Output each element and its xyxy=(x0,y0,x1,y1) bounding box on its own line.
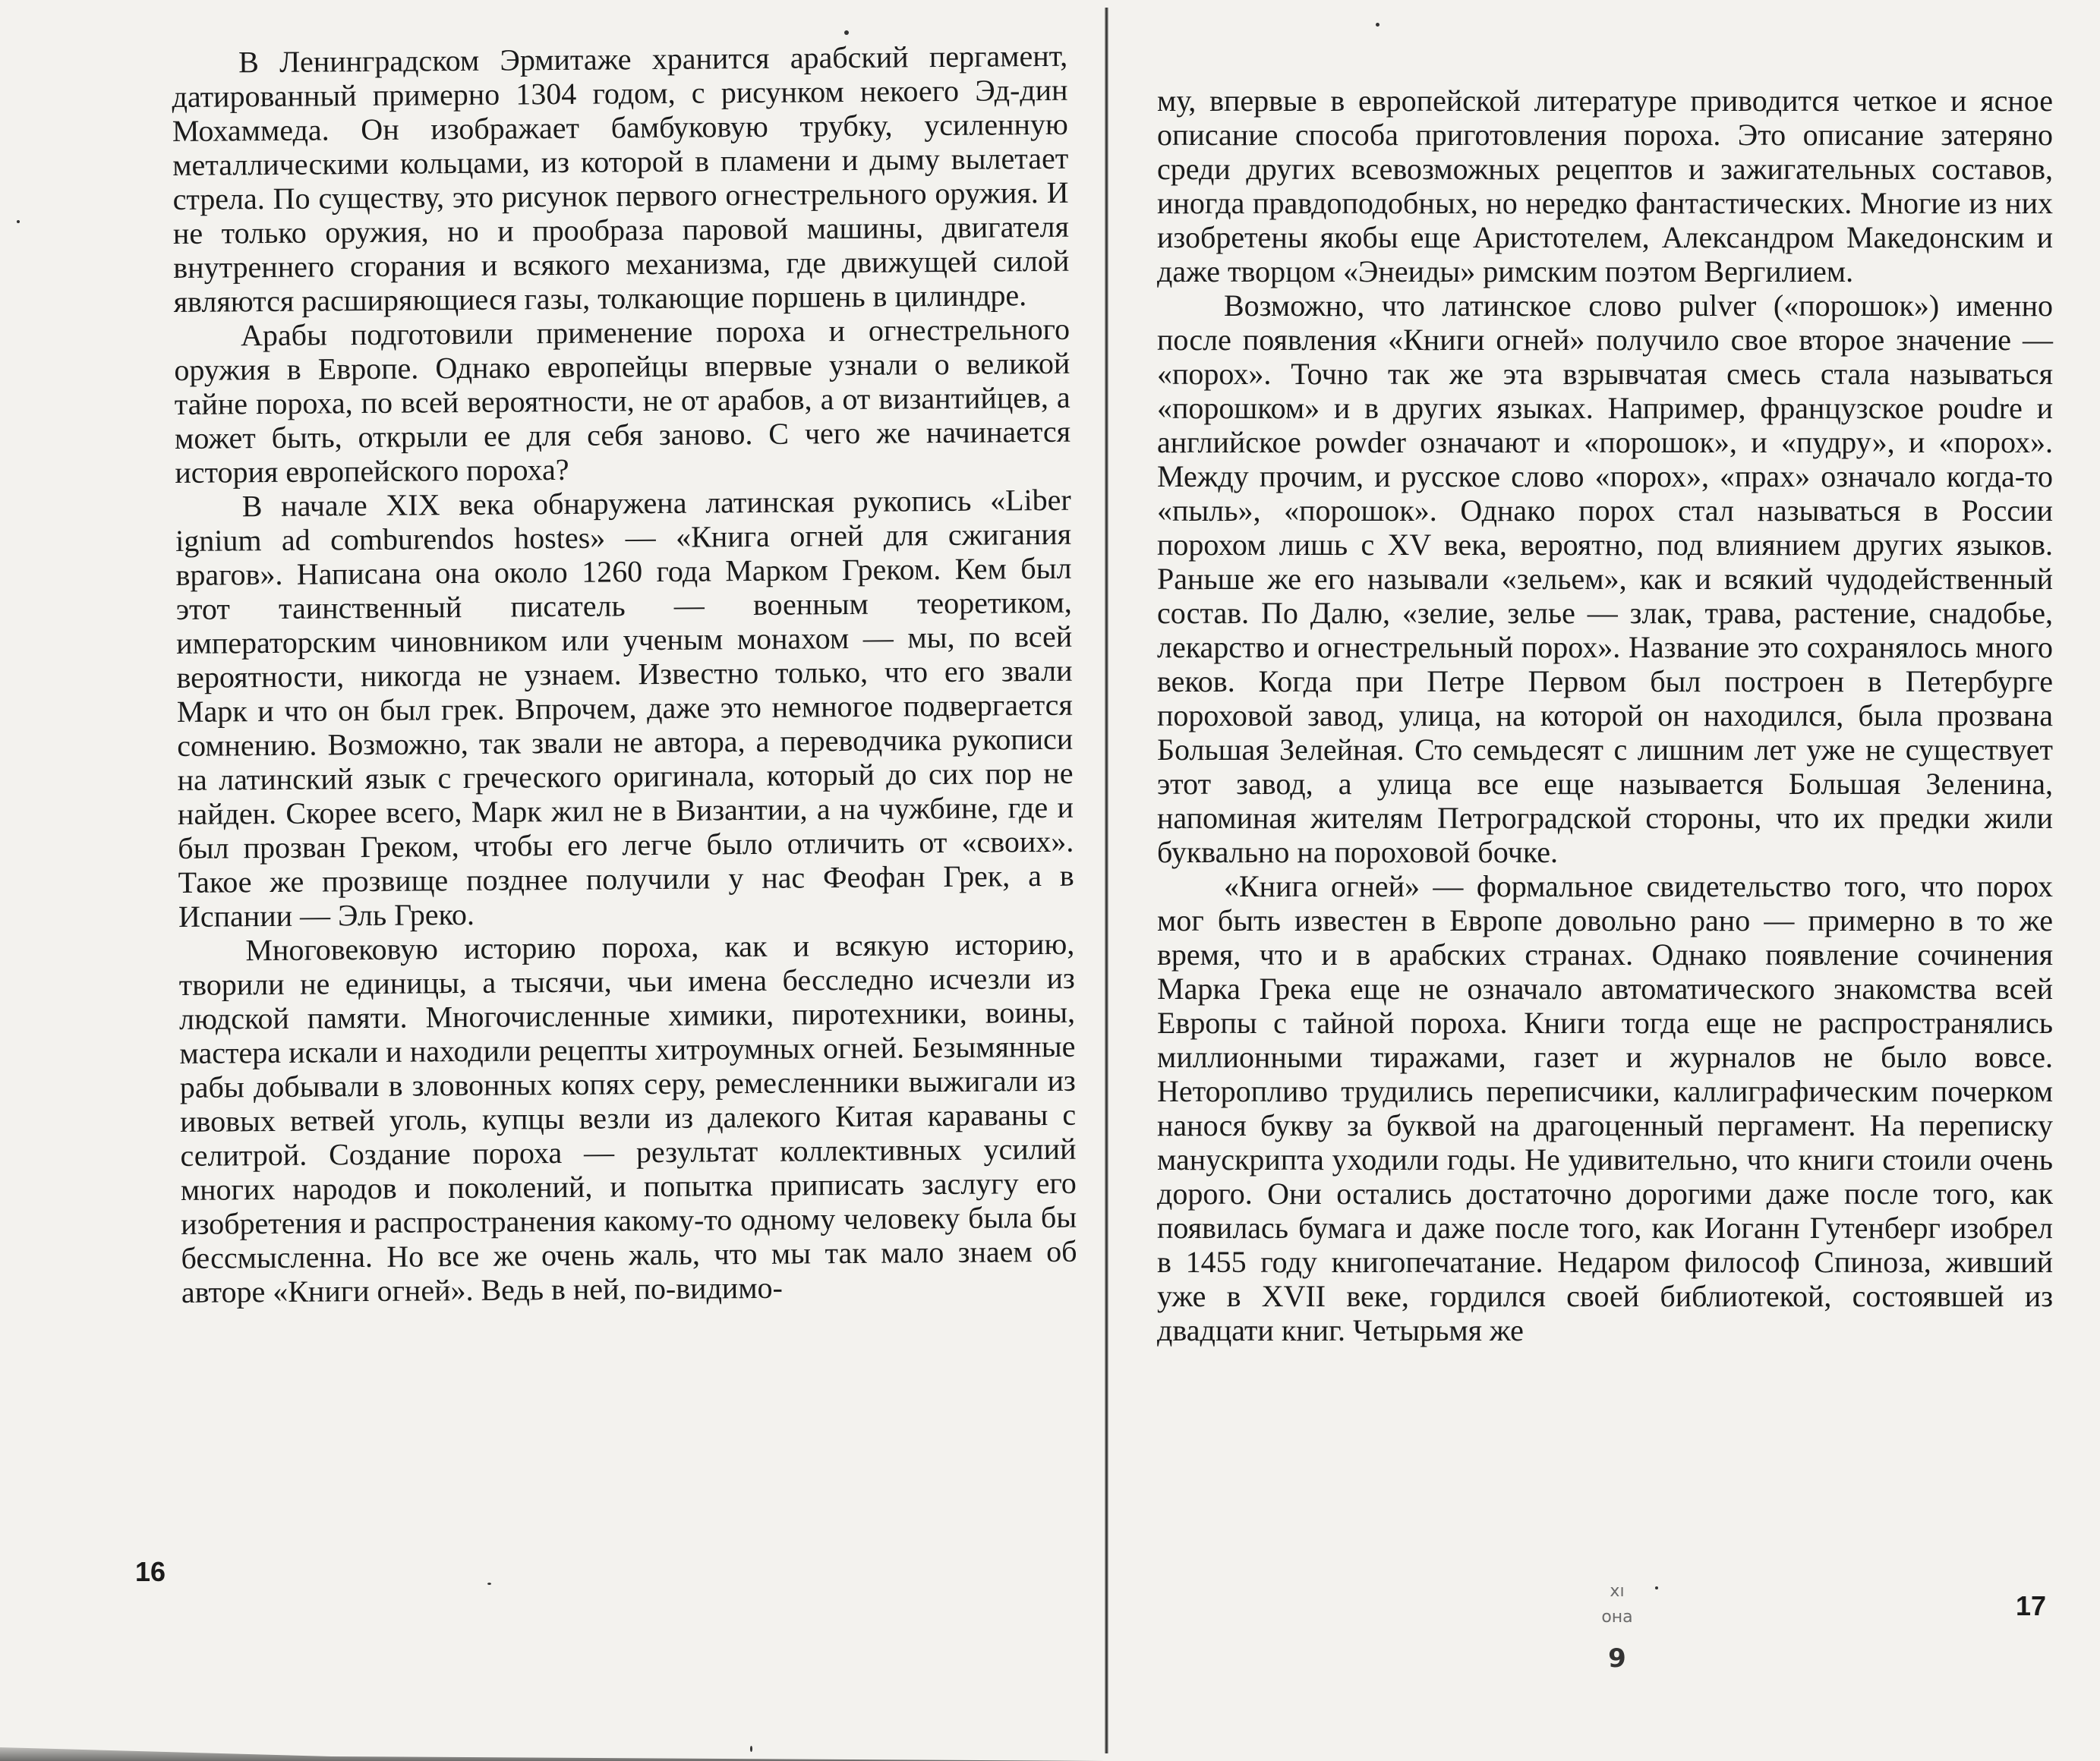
paragraph: Многовековую историю пороха, как и всякую историю, творили не единицы, а тысячи, чьи имена бесследно исчезли из людской памяти. Многочисленные химики, пиротехники, воины, мастера искали и находили рецепты хитроумных огней. Безымянные рабы добывали в зловонных копях серу, ремесленники выжигали из ивовых ветвей уголь, купцы везли из далекого Китая караваны с селитрой. Создание пороха — результат коллективных усилий многих народов и поколений, и попытка приписать заслугу его изобретения и распространения какому-то одному человеку была бы бессмысленна. Но все же очень жаль, что мы так мало знаем об авторе «Книги огней». Ведь в ней, по-видимо- xyxy=(178,926,1077,1309)
stamp-mark: 9 xyxy=(1608,1643,1626,1674)
paragraph: Возможно, что латинское слово pulver («порошок») именно после появления «Книги огней» получило свое второе значение — «порох». Точно так же эта взрывчатая смесь стала называться «порошком» и в других языках. Например, французское poudre и английское powder означают и «порошок», и «пудру», и «порох». Между прочим, и русское слово «порох», «прах» означало когда-то «пыль», «порошок». Однако порох стал называться в России порохом лишь с XV века, вероятно, под влиянием других языков. Раньше же его называли «зельем», как и всякий чудодейственный состав. По Далю, «зелие, зелье — злак, трава, растение, снадобье, лекарство и огнестрельный порох». Название это сохранялось много веков. Когда при Петре Первом был построен в Петербурге пороховой завод, улица, на которой он находился, была прозвана Большая Зелейная. Сто семьдесят с лишним лет уже не существует этот завод, а улица все еще называется Большая Зеленина, напоминая жителям Петроградской стороны, что их предки жили буквально на пороховой бочке. xyxy=(1157,288,2053,869)
paragraph: Арабы подготовили применение пороха и огнестрельного оружия в Европе. Однако европейцы впервые узнали о великой тайне пороха, по всей вероятности, не от арабов, а от византийцев, а может быть, открыли ее для себя заново. С чего же начинается история европейского пороха? xyxy=(174,311,1071,490)
page-number: 16 xyxy=(135,1556,166,1587)
print-speck xyxy=(844,30,849,35)
print-speck xyxy=(750,1746,752,1752)
right-page-text xyxy=(1157,83,2053,1347)
stamp-line: онa xyxy=(1601,1608,1633,1627)
right-page xyxy=(1108,0,2100,1761)
paragraph: В начале XIX века обнаружена латинская рукопись «Liber ignium ad comburendos hostes» — «Книга огней для сжигания врагов». Написана она около 1260 года Марком Греком. Кем был этот таинственный писатель — военным теоретиком, императорским чиновником или ученым монахом — мы, по всей вероятности, никогда не узнаем. Известно только, что его звали Марк и что он был грек. Впрочем, даже это немногое подвергается сомнению. Возможно, так звали не автора, а переводчика рукописи на латинский язык с греческого оригинала, который до сих пор не найден. Скорее всего, Марк жил не в Византии, а на чужбине, где и был прозван Греком, чтобы его легче было отличить от «своих». Такое же прозвище позднее получили у нас Феофан Грек, а в Испании — Эль Греко. xyxy=(175,482,1074,934)
library-stamp xyxy=(1568,1579,1666,1753)
paragraph: му, впервые в европейской литературе приводится четкое и ясное описание способа приготовления пороха. Это описание затеряно среди других всевозможных рецептов и зажигательных составов, иногда правдоподобных, но нередко фантастических. Многие из них изобретены якобы еще Аристотелем, Александром Македонским и даже творцом «Энеиды» римским поэтом Вергилием. xyxy=(1157,83,2053,288)
left-page-text xyxy=(172,39,1077,1309)
print-speck xyxy=(487,1583,491,1585)
page-number: 17 xyxy=(2016,1590,2047,1621)
page-edge-shadow xyxy=(0,1738,1105,1761)
paragraph: «Книга огней» — формальное свидетельство того, что порох мог быть известен в Европе довольно рано — примерно в то же время, что и в арабских странах. Однако появление сочинения Марка Грека еще не означало автоматического знакомства всей Европы с тайной пороха. Книги тогда еще не распространялись миллионными тиражами, газет и журналов не было вовсе. Неторопливо трудились переписчики, каллиграфическим почерком нанося букву за буквой на драгоценный пергамент. На переписку манускрипта уходили годы. Не удивительно, что книги стоили очень дорого. Они остались достаточно дорогими даже после того, как появилась бумага и даже после того, как Иоганн Гутенберг изобрел в 1455 году книгопечатание. Недаром философ Спиноза, живший уже в XVII веке, гордился своей библиотекой, состоявшей из двадцати книг. Четырьмя же xyxy=(1157,869,2053,1347)
print-speck xyxy=(1376,23,1380,27)
print-speck xyxy=(17,220,20,223)
stamp-line: хı xyxy=(1610,1582,1625,1601)
paragraph: В Ленинградском Эрмитаже хранится арабский пергамент, датированный примерно 1304 годом, с рисунком некоего Эд-дин Мохаммеда. Он изображает бамбуковую трубку, усиленную металлическими кольцами, из которой в пламени и дыму вылетает стрела. По существу, это рисунок первого огнестрельного оружия. И не только оружия, но и прообраза паровой машины, двигателя внутреннего сгорания и всякого механизма, где движущей силой являются расширяющиеся газы, толкающие поршень в цилиндре. xyxy=(172,38,1070,319)
